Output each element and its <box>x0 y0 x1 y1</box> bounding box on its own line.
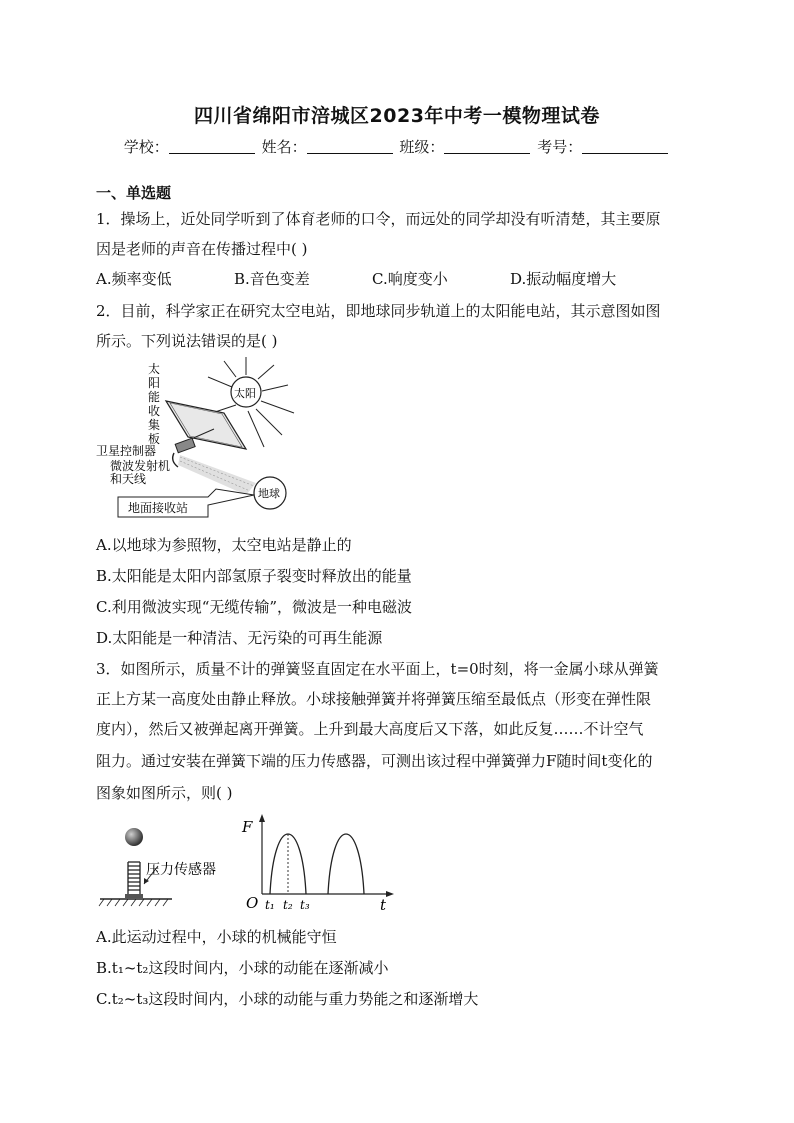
exam-no-blank[interactable] <box>582 139 668 154</box>
q3-option-a[interactable]: A.此运动过程中，小球的机械能守恒 <box>96 928 337 946</box>
sun-label: 太阳 <box>234 387 256 400</box>
force-time-graph <box>240 812 400 916</box>
antenna-label: 和天线 <box>110 472 147 486</box>
q1-stem-line2: 因是老师的声音在传播过程中( ) <box>96 240 308 258</box>
microwave-antenna <box>173 453 178 467</box>
metal-ball <box>125 828 143 846</box>
satellite-controller <box>175 438 195 453</box>
class-label: 班级： <box>399 138 445 156</box>
exam-no-label: 考号： <box>537 138 583 156</box>
spring-ball-figure <box>96 818 246 912</box>
q2-option-c[interactable]: C.利用微波实现“无缆传输”，微波是一种电磁波 <box>96 598 413 616</box>
q2-option-d[interactable]: D.太阳能是一种清洁、无污染的可再生能源 <box>96 629 383 647</box>
origin-label: O <box>246 894 259 912</box>
name-blank[interactable] <box>307 139 393 154</box>
school-blank[interactable] <box>169 139 255 154</box>
name-label: 姓名： <box>261 138 307 156</box>
q2-option-b[interactable]: B.太阳能是太阳内部氢原子裂变时释放出的能量 <box>96 567 412 585</box>
t2-label: t₂ <box>283 898 293 912</box>
transmitter-label: 微波发射机 <box>110 459 171 473</box>
q1-option-a[interactable]: A.频率变低 <box>96 270 172 288</box>
panel-label-1: 太 <box>148 362 161 376</box>
ground-station-label: 地面接收站 <box>128 501 189 515</box>
school-label: 学校： <box>123 138 169 156</box>
class-blank[interactable] <box>444 139 530 154</box>
solar-panel <box>166 401 246 449</box>
space-power-station-figure <box>96 355 316 525</box>
controller-label: 卫星控制器 <box>96 444 157 458</box>
q3-stem-line3: 度内），然后又被弹起离开弹簧。上升到最大高度后又下落，如此反复……不计空气 <box>96 720 644 738</box>
q3-stem-line1: 3．如图所示，质量不计的弹簧竖直固定在水平面上，t=0时刻，将一金属小球从弹簧 <box>96 660 659 678</box>
section-heading: 一、单选题 <box>96 184 172 202</box>
pressure-sensor <box>125 894 143 898</box>
q2-option-a[interactable]: A.以地球为参照物，太空电站是静止的 <box>96 536 352 554</box>
student-info-row <box>0 136 794 157</box>
panel-label-2: 阳 <box>148 376 161 390</box>
y-axis-label: F <box>242 818 253 836</box>
sensor-label: 压力传感器 <box>146 862 216 878</box>
t3-label: t₃ <box>300 898 310 912</box>
earth-label: 地球 <box>258 487 280 500</box>
q1-option-d[interactable]: D.振动幅度增大 <box>510 270 617 288</box>
q2-stem-line2: 所示。下列说法错误的是( ) <box>96 332 278 350</box>
ground-hatch <box>99 899 168 906</box>
panel-label-4: 收 <box>148 404 161 418</box>
panel-label-6: 板 <box>148 432 161 446</box>
page-title: 四川省绵阳市涪城区2023年中考一模物理试卷 <box>194 105 600 127</box>
q3-option-b[interactable]: B.t₁~t₂这段时间内，小球的动能在逐渐减小 <box>96 959 389 977</box>
q3-stem-line4: 阻力。通过安装在弹簧下端的压力传感器，可测出该过程中弹簧弹力F随时间t变化的 <box>96 752 653 770</box>
t1-label: t₁ <box>265 898 275 912</box>
q3-stem-line2: 正上方某一高度处由静止释放。小球接触弹簧并将弹簧压缩至最低点（形变在弹性限 <box>96 690 652 708</box>
q1-option-c[interactable]: C.响度变小 <box>372 270 448 288</box>
q3-stem-line5: 图象如图所示，则( ) <box>96 784 233 802</box>
panel-label-3: 能 <box>148 390 161 404</box>
q1-stem-line1: 1．操场上，近处同学听到了体育老师的口令，而远处的同学却没有听清楚，其主要原 <box>96 210 661 228</box>
q2-stem-line1: 2．目前，科学家正在研究太空电站，即地球同步轨道上的太阳能电站，其示意图如图 <box>96 302 661 320</box>
q3-option-c[interactable]: C.t₂~t₃这段时间内，小球的动能与重力势能之和逐渐增大 <box>96 990 479 1008</box>
x-axis-label: t <box>380 896 387 914</box>
panel-label-5: 集 <box>148 418 161 432</box>
spring <box>128 862 140 894</box>
q1-option-b[interactable]: B.音色变差 <box>234 270 310 288</box>
force-pulse-2 <box>328 834 364 894</box>
